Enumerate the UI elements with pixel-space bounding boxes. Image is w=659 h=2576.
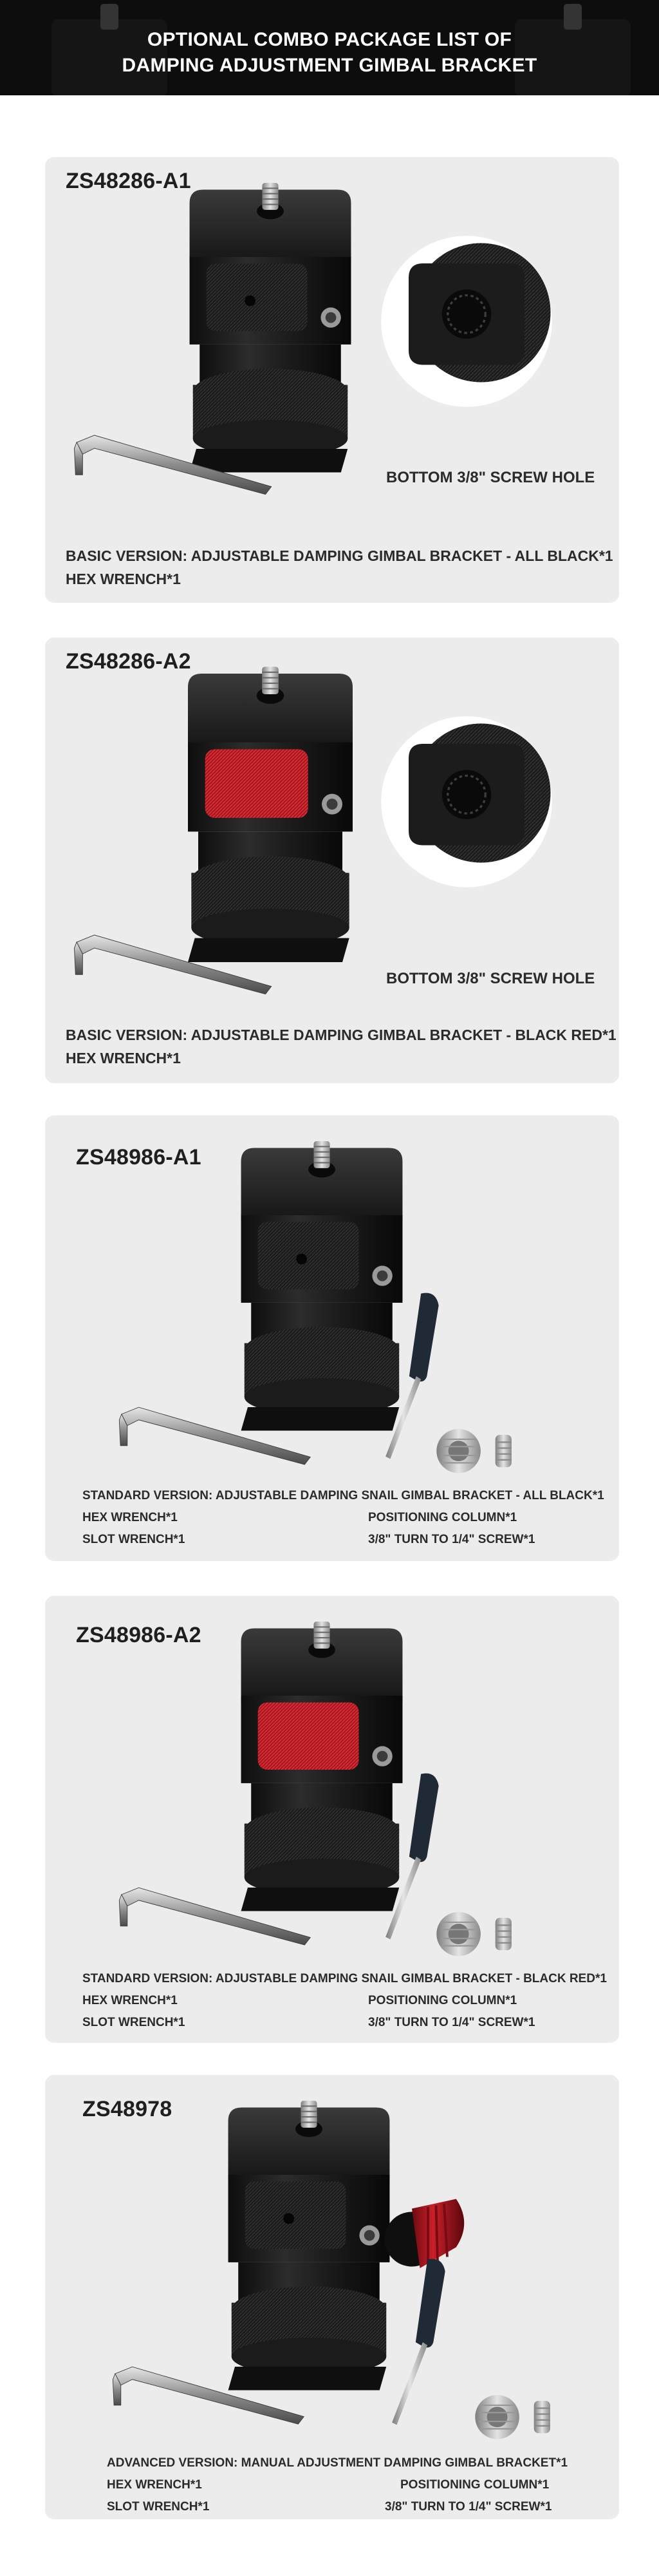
package-title: ADVANCED VERSION: MANUAL ADJUSTMENT DAMPING GIMBAL BRACKET*1 xyxy=(107,2456,568,2470)
package-item: SLOT WRENCH*1 xyxy=(107,2500,210,2514)
package-item: 3/8" TURN TO 1/4" SCREW*1 xyxy=(368,1533,535,1546)
package-title: STANDARD VERSION: ADJUSTABLE DAMPING SNAIL GIMBAL BRACKET - ALL BLACK*1 xyxy=(82,1489,604,1502)
package-item: HEX WRENCH*1 xyxy=(107,2478,202,2492)
package-line: HEX WRENCH*1 xyxy=(66,571,181,587)
adapter-screw-icon xyxy=(436,1912,512,1956)
package-item: POSITIONING COLUMN*1 xyxy=(368,1994,517,2007)
package-item: HEX WRENCH*1 xyxy=(82,1994,178,2007)
adapter-screw-icon xyxy=(436,1429,512,1473)
package-item: SLOT WRENCH*1 xyxy=(82,1533,185,1546)
package-panel xyxy=(45,1115,619,1561)
screw-hole-caption: BOTTOM 3/8" SCREW HOLE xyxy=(386,970,595,987)
product-code: ZS48978 xyxy=(82,2097,172,2121)
title-line-1: OPTIONAL COMBO PACKAGE LIST OF xyxy=(147,29,512,50)
package-line: BASIC VERSION: ADJUSTABLE DAMPING GIMBAL BRACKET - ALL BLACK*1 xyxy=(66,547,613,564)
product-code: ZS48286-A2 xyxy=(66,649,191,674)
slot-screwdriver-icon xyxy=(392,2259,445,2425)
package-item: POSITIONING COLUMN*1 xyxy=(368,1511,517,1524)
package-item: SLOT WRENCH*1 xyxy=(82,2016,185,2029)
package-panel xyxy=(45,1596,619,2043)
red-lever-icon xyxy=(385,2199,465,2269)
page-title xyxy=(0,27,659,79)
gimbal-bracket-icon xyxy=(228,2101,390,2391)
package-panel xyxy=(45,638,619,1083)
adapter-screw-icon xyxy=(475,2395,550,2439)
product-illustration xyxy=(45,2075,619,2519)
product-code: ZS48986-A1 xyxy=(76,1145,201,1170)
package-item: POSITIONING COLUMN*1 xyxy=(400,2478,550,2492)
package-item: 3/8" TURN TO 1/4" SCREW*1 xyxy=(368,2016,535,2029)
page-header xyxy=(0,0,659,95)
gimbal-bracket-icon xyxy=(241,1141,403,1431)
package-line: BASIC VERSION: ADJUSTABLE DAMPING GIMBAL BRACKET - BLACK RED*1 xyxy=(66,1027,617,1043)
gimbal-bracket-icon xyxy=(190,183,351,473)
product-illustration xyxy=(45,638,619,1083)
package-title: STANDARD VERSION: ADJUSTABLE DAMPING SNAIL GIMBAL BRACKET - BLACK RED*1 xyxy=(82,1972,607,1985)
title-line-2: DAMPING ADJUSTMENT GIMBAL BRACKET xyxy=(122,55,537,76)
product-illustration xyxy=(45,157,619,603)
package-panel xyxy=(45,157,619,603)
gimbal-bracket-icon xyxy=(241,1622,403,1911)
package-item: HEX WRENCH*1 xyxy=(82,1511,178,1524)
screw-hole-icon xyxy=(381,236,552,407)
screw-hole-icon xyxy=(381,716,552,887)
product-code: ZS48986-A2 xyxy=(76,1623,201,1647)
package-item: 3/8" TURN TO 1/4" SCREW*1 xyxy=(385,2500,552,2514)
screw-hole-caption: BOTTOM 3/8" SCREW HOLE xyxy=(386,469,595,486)
gimbal-bracket-icon xyxy=(188,667,353,962)
package-line: HEX WRENCH*1 xyxy=(66,1050,181,1066)
package-panel xyxy=(45,2075,619,2519)
product-code: ZS48286-A1 xyxy=(66,169,191,193)
